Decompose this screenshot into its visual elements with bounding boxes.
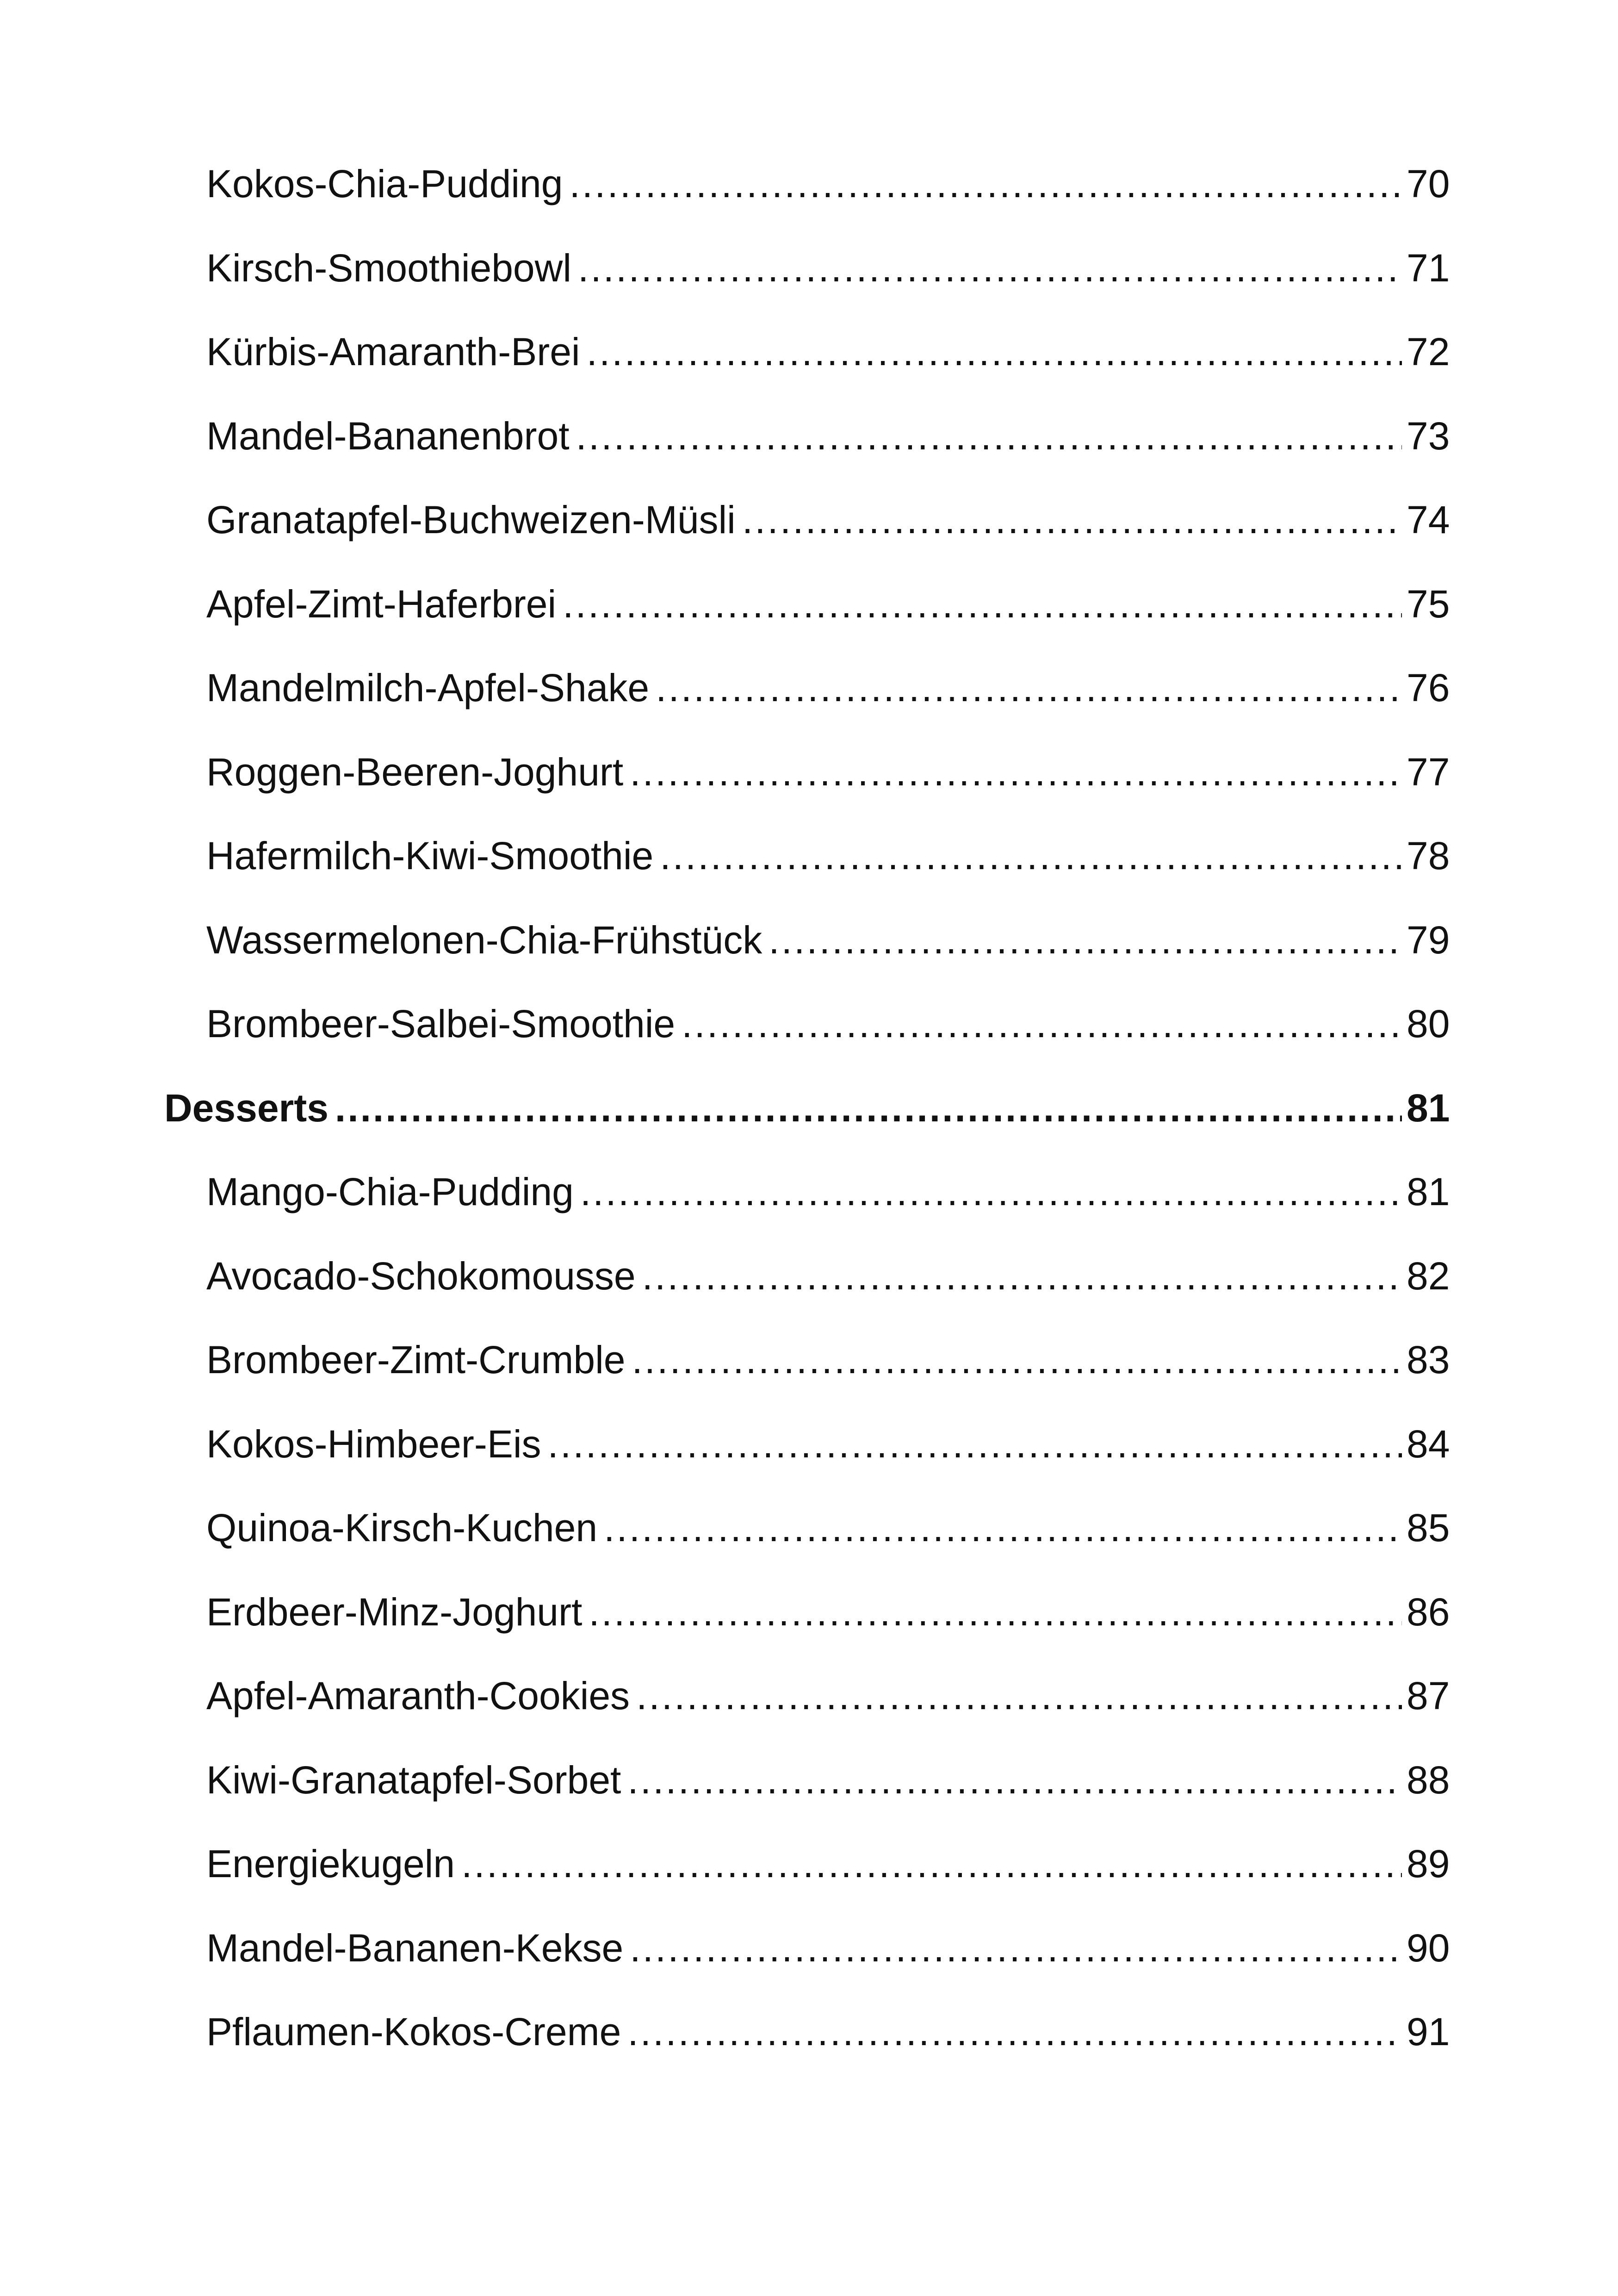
dot-leader: [563, 585, 1402, 623]
dot-leader: [604, 1508, 1402, 1547]
toc-entry-title: Brombeer-Zimt-Crumble: [206, 1338, 626, 1381]
dot-leader: [660, 836, 1402, 875]
toc-entry-title: Kokos-Chia-Pudding: [206, 162, 563, 205]
toc-entry-page: 84: [1407, 1422, 1450, 1466]
dot-leader: [632, 1340, 1402, 1379]
toc-entry[interactable]: [164, 1758, 1450, 1845]
toc-entry-page: 82: [1407, 1254, 1450, 1298]
dot-leader: [630, 1929, 1402, 1967]
toc-entry-page: 87: [1407, 1674, 1450, 1717]
toc-entry-title: Erdbeer-Minz-Joghurt: [206, 1590, 583, 1634]
toc-entry[interactable]: [164, 2012, 1448, 2097]
dot-leader: [682, 1004, 1402, 1043]
toc-entry[interactable]: [164, 1926, 1450, 2013]
toc-entry[interactable]: [164, 1422, 1450, 1509]
dot-leader: [569, 164, 1402, 203]
toc-entry-page: 91: [1407, 2010, 1450, 2053]
toc-entry-title: Quinoa-Kirsch-Kuchen: [206, 1506, 598, 1549]
toc-entry[interactable]: [164, 668, 1448, 753]
dot-leader: [642, 1257, 1402, 1295]
toc-entry-page: 71: [1407, 246, 1450, 290]
toc-entry-title: Wassermelonen-Chia-Frühstück: [206, 918, 763, 962]
dot-leader: [335, 1089, 1402, 1127]
toc-entry-page: 70: [1407, 162, 1450, 205]
toc-section-page: 81: [1407, 1086, 1450, 1130]
toc-entry-page: 77: [1407, 750, 1450, 794]
toc-entry-title: Kirsch-Smoothiebowl: [206, 246, 571, 290]
toc-entry[interactable]: [164, 1254, 1450, 1341]
dot-leader: [742, 500, 1402, 539]
dot-leader: [578, 249, 1402, 287]
toc-entry-page: 78: [1407, 834, 1450, 877]
toc-entry-page: 79: [1407, 918, 1450, 962]
toc-entry-page: 83: [1407, 1338, 1450, 1381]
toc-entry[interactable]: [164, 750, 1450, 837]
dot-leader: [580, 1172, 1402, 1211]
toc-entry[interactable]: [164, 1676, 1448, 1761]
toc-entry-title: Mandel-Bananenbrot: [206, 414, 570, 458]
toc-entry-title: Kiwi-Granatapfel-Sorbet: [206, 1758, 621, 1802]
toc-entry-title: Kürbis-Amaranth-Brei: [206, 330, 580, 373]
toc-entry-page: 73: [1407, 414, 1450, 458]
toc-entry[interactable]: [164, 918, 1450, 1005]
toc-entry-title: Hafermilch-Kiwi-Smoothie: [206, 834, 654, 877]
toc-entry-page: 86: [1407, 1590, 1450, 1634]
toc-entry-page: 88: [1407, 1758, 1450, 1802]
toc-entry[interactable]: [164, 246, 1450, 333]
toc-entry[interactable]: [164, 1508, 1448, 1593]
dot-leader: [630, 753, 1402, 791]
toc-entry[interactable]: [164, 164, 1448, 249]
dot-leader: [587, 332, 1402, 371]
toc-section-heading[interactable]: [164, 1086, 1450, 1173]
toc-entry[interactable]: [164, 332, 1448, 417]
dot-leader: [548, 1425, 1402, 1463]
toc-entry-title: Granatapfel-Buchweizen-Müsli: [206, 498, 736, 541]
toc-entry-title: Mandel-Bananen-Kekse: [206, 1926, 624, 1970]
toc-entry[interactable]: [164, 1844, 1448, 1929]
toc-entry-page: 75: [1407, 582, 1450, 626]
dot-leader: [656, 668, 1402, 707]
toc-entry-title: Mango-Chia-Pudding: [206, 1170, 574, 1213]
toc-entry[interactable]: [164, 1340, 1448, 1425]
toc-entry-title: Avocado-Schokomousse: [206, 1254, 636, 1298]
toc-entry-title: Brombeer-Salbei-Smoothie: [206, 1002, 676, 1045]
toc-entry-page: 72: [1407, 330, 1450, 373]
toc-entry-title: Kokos-Himbeer-Eis: [206, 1422, 541, 1466]
dot-leader: [589, 1593, 1402, 1631]
toc-entry-page: 76: [1407, 666, 1450, 709]
toc-entry-title: Apfel-Amaranth-Cookies: [206, 1674, 630, 1717]
table-of-contents: [164, 164, 1448, 2097]
dot-leader: [769, 921, 1402, 959]
dot-leader: [627, 1761, 1402, 1799]
toc-entry-page: 81: [1407, 1170, 1450, 1213]
toc-entry-page: 89: [1407, 1842, 1450, 1885]
toc-entry-title: Energiekugeln: [206, 1842, 455, 1885]
toc-entry-page: 90: [1407, 1926, 1450, 1970]
toc-section-title: Desserts: [164, 1086, 329, 1130]
dot-leader: [461, 1844, 1402, 1883]
toc-entry-title: Apfel-Zimt-Haferbrei: [206, 582, 557, 626]
toc-entry[interactable]: [164, 1004, 1448, 1089]
toc-entry[interactable]: [164, 1590, 1450, 1677]
toc-entry-title: Roggen-Beeren-Joghurt: [206, 750, 624, 794]
toc-entry-title: Pflaumen-Kokos-Creme: [206, 2010, 621, 2053]
toc-entry[interactable]: [164, 1172, 1448, 1257]
toc-entry[interactable]: [164, 836, 1448, 921]
toc-entry[interactable]: [164, 582, 1450, 669]
dot-leader: [636, 1676, 1402, 1715]
toc-entry-page: 74: [1407, 498, 1450, 541]
toc-entry-page: 80: [1407, 1002, 1450, 1045]
toc-entry[interactable]: [164, 500, 1448, 585]
toc-entry-page: 85: [1407, 1506, 1450, 1549]
dot-leader: [576, 417, 1402, 455]
toc-entry-title: Mandelmilch-Apfel-Shake: [206, 666, 650, 709]
dot-leader: [627, 2012, 1402, 2051]
toc-entry[interactable]: [164, 414, 1450, 501]
